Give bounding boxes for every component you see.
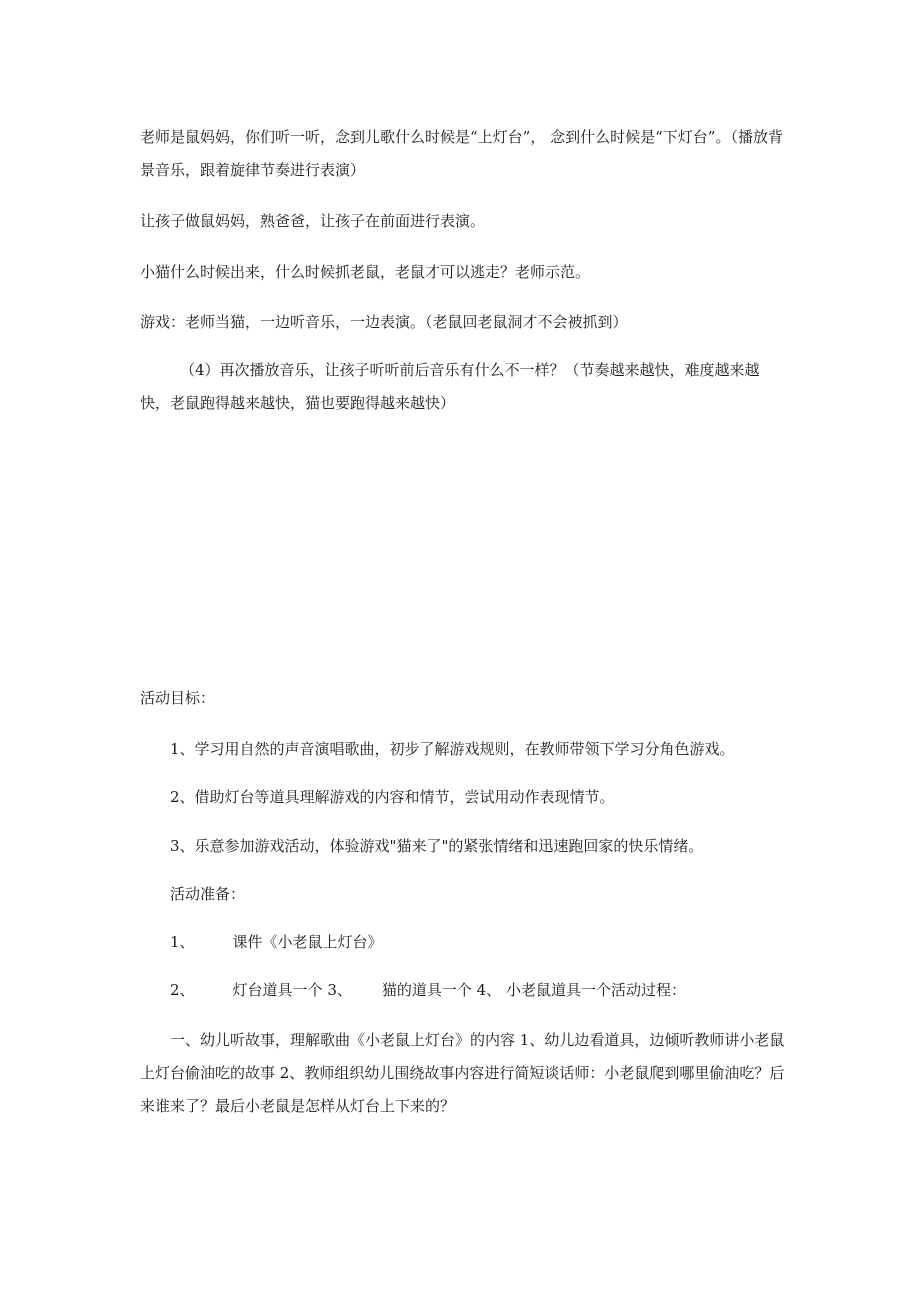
prep-item-2-text-b: 猫的道具一个 4、 小老鼠道具一个活动过程： bbox=[381, 981, 686, 999]
prep-item-2 bbox=[140, 974, 785, 1007]
prep-item-2-text: 灯台道具一个 3、 bbox=[232, 981, 352, 999]
prep-item-1-text: 课件《小老鼠上灯台》 bbox=[232, 933, 383, 951]
prep-item-1-number: 1、 bbox=[170, 933, 195, 951]
paragraph-children-roles: 让孩子做鼠妈妈，熟爸爸，让孩子在前面进行表演。 bbox=[140, 212, 486, 230]
prep-item-2-number: 2、 bbox=[170, 981, 195, 999]
paragraph-teacher-mother-mouse: 老师是鼠妈妈，你们听一听，念到儿歌什么时候是“上灯台”， 念到什么时候是“下灯台”。（播放背景音乐，跟着旋律节奏进行表演） bbox=[140, 128, 783, 179]
heading-activity-goals: 活动目标： bbox=[140, 689, 216, 707]
process-step-1: 一、幼儿听故事，理解歌曲《小老鼠上灯台》的内容 1、幼儿边看道具，边倾听教师讲小老鼠上灯台偷油吃的故事 2、教师组织幼儿围绕故事内容进行简短谈话师：小老鼠爬到哪里偷油吃？后来谁来了？最后小老鼠是怎样从灯台上下来的？ bbox=[140, 1031, 785, 1115]
goal-item-3: 3、乐意参加游戏活动，体验游戏"猫来了"的紧张情绪和迅速跑回家的快乐情绪。 bbox=[170, 837, 704, 855]
paragraph-cat-appears: 小猫什么时候出来，什么时候抓老鼠，老鼠才可以逃走？老师示范。 bbox=[140, 263, 591, 281]
goal-item-1: 1、学习用自然的声音演唱歌曲，初步了解游戏规则，在教师带领下学习分角色游戏。 bbox=[170, 740, 735, 758]
goal-item-2: 2、借助灯台等道具理解游戏的内容和情节，尝试用动作表现情节。 bbox=[170, 788, 615, 806]
heading-activity-preparation: 活动准备： bbox=[170, 885, 246, 903]
prep-item-1 bbox=[140, 926, 785, 959]
paragraph-replay-music: （4）再次播放音乐，让孩子听听前后音乐有什么不一样？（节奏越来越快，难度越来越快，老鼠跑得越来越快，猫也要跑得越来越快） bbox=[140, 361, 760, 412]
paragraph-game: 游戏：老师当猫，一边听音乐，一边表演。（老鼠回老鼠洞才不会被抓到） bbox=[140, 313, 628, 331]
